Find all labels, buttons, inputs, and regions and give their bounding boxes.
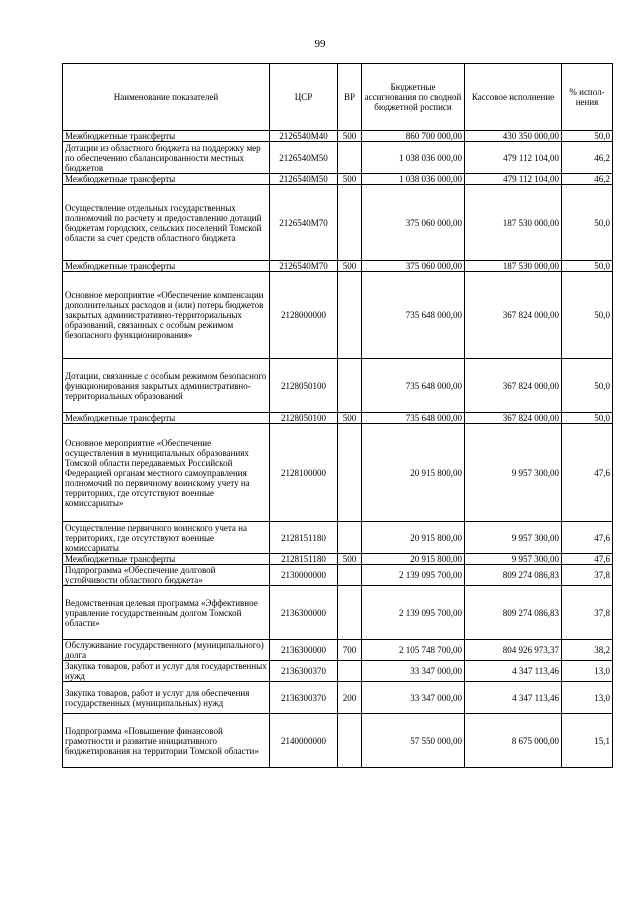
row-allocations: 2 139 095 700,00 [362, 586, 465, 640]
row-csr: 2136300000 [270, 586, 338, 640]
row-name: Основное мероприятие «Обеспечение осуществления в муниципальных образованиях Томской области передаваемых Российской Федерацией органам местного самоуправления полномочий по первичному воинскому учету на территориях, где отсутствуют военные комиссариаты» [63, 424, 270, 522]
row-execution: 479 112 104,00 [465, 174, 562, 185]
row-csr: 2126540М40 [270, 131, 338, 142]
row-vr: 500 [338, 131, 362, 142]
table-row [63, 661, 613, 682]
row-vr [338, 142, 362, 174]
row-csr: 2136300370 [270, 682, 338, 714]
row-execution: 804 926 973,37 [465, 640, 562, 661]
row-percent: 37,8 [562, 565, 613, 586]
row-execution: 809 274 086,83 [465, 565, 562, 586]
row-csr: 2128100000 [270, 424, 338, 522]
row-execution: 367 824 000,00 [465, 413, 562, 424]
row-name: Дотации из областного бюджета на поддержку мер по обеспечению сбалансированности местных бюджетов [63, 142, 270, 174]
row-allocations: 33 347 000,00 [362, 661, 465, 682]
table-row [63, 522, 613, 554]
row-percent: 50,0 [562, 185, 613, 261]
row-csr: 2126540М50 [270, 142, 338, 174]
header-percent: % испол-нения [562, 64, 613, 131]
row-percent: 50,0 [562, 272, 613, 359]
row-name: Межбюджетные трансферты [63, 131, 270, 142]
row-allocations: 2 139 095 700,00 [362, 565, 465, 586]
row-name: Осуществление отдельных государственных полномочий по расчету и предоставлению дотаций бюджетам городских, сельских поселений Томской области за счет средств областного бюджета [63, 185, 270, 261]
row-allocations: 1 038 036 000,00 [362, 142, 465, 174]
row-vr [338, 522, 362, 554]
header-csr: ЦСР [270, 64, 338, 131]
row-name: Межбюджетные трансферты [63, 261, 270, 272]
header-name: Наименование показателей [63, 64, 270, 131]
row-allocations: 57 550 000,00 [362, 714, 465, 768]
table-row [63, 185, 613, 261]
row-percent: 50,0 [562, 359, 613, 413]
row-name: Закупка товаров, работ и услуг для государственных нужд [63, 661, 270, 682]
row-percent: 47,6 [562, 522, 613, 554]
table-row [63, 714, 613, 768]
row-csr: 2130000000 [270, 565, 338, 586]
row-csr: 2128151180 [270, 554, 338, 565]
row-percent: 46,2 [562, 174, 613, 185]
row-vr: 500 [338, 554, 362, 565]
table-row [63, 640, 613, 661]
row-execution: 187 530 000,00 [465, 185, 562, 261]
row-name: Межбюджетные трансферты [63, 174, 270, 185]
row-name: Подпрограмма «Обеспечение долговой устойчивости областного бюджета» [63, 565, 270, 586]
row-name: Подпрограмма «Повышение финансовой грамотности и развитие инициативного бюджетирования на территории Томской области» [63, 714, 270, 768]
budget-execution-table [62, 63, 613, 768]
row-name: Межбюджетные трансферты [63, 413, 270, 424]
row-vr: 200 [338, 682, 362, 714]
row-csr: 2136300370 [270, 661, 338, 682]
table-row [63, 142, 613, 174]
row-execution: 479 112 104,00 [465, 142, 562, 174]
row-allocations: 375 060 000,00 [362, 261, 465, 272]
row-vr [338, 424, 362, 522]
row-csr: 2128000000 [270, 272, 338, 359]
row-vr: 700 [338, 640, 362, 661]
row-vr [338, 586, 362, 640]
row-allocations: 20 915 800,00 [362, 424, 465, 522]
table-row [63, 586, 613, 640]
table-row [63, 565, 613, 586]
row-allocations: 735 648 000,00 [362, 272, 465, 359]
row-allocations: 2 105 748 700,00 [362, 640, 465, 661]
row-vr [338, 714, 362, 768]
row-execution: 9 957 300,00 [465, 424, 562, 522]
table-row [63, 174, 613, 185]
row-csr: 2126540М70 [270, 185, 338, 261]
row-execution: 430 350 000,00 [465, 131, 562, 142]
header-allocations: Бюджетные ассигнования по сводной бюджетной росписи [362, 64, 465, 131]
table-row [63, 424, 613, 522]
row-execution: 9 957 300,00 [465, 554, 562, 565]
row-vr [338, 359, 362, 413]
row-execution: 367 824 000,00 [465, 359, 562, 413]
row-allocations: 735 648 000,00 [362, 413, 465, 424]
row-csr: 2140000000 [270, 714, 338, 768]
row-vr: 500 [338, 174, 362, 185]
row-name: Осуществление первичного воинского учета на территориях, где отсутствуют военные комиссариаты [63, 522, 270, 554]
row-name: Дотации, связанные с особым режимом безопасного функционирования закрытых административно-территориальных образований [63, 359, 270, 413]
row-name: Межбюджетные трансферты [63, 554, 270, 565]
row-csr: 2128050100 [270, 359, 338, 413]
row-percent: 50,0 [562, 413, 613, 424]
row-vr [338, 661, 362, 682]
row-percent: 13,0 [562, 661, 613, 682]
row-execution: 4 347 113,46 [465, 661, 562, 682]
header-execution: Кассовое исполнение [465, 64, 562, 131]
row-execution: 187 530 000,00 [465, 261, 562, 272]
row-percent: 13,0 [562, 682, 613, 714]
row-allocations: 1 038 036 000,00 [362, 174, 465, 185]
row-name: Закупка товаров, работ и услуг для обеспечения государственных (муниципальных) нужд [63, 682, 270, 714]
row-vr [338, 185, 362, 261]
row-execution: 4 347 113,46 [465, 682, 562, 714]
row-percent: 47,6 [562, 554, 613, 565]
table-row [63, 131, 613, 142]
row-name: Основное мероприятие «Обеспечение компенсации дополнительных расходов и (или) потерь бюджетов закрытых административно-территориальных образований, связанных с особым режимом безопасного функционирования» [63, 272, 270, 359]
row-csr: 2128050100 [270, 413, 338, 424]
row-percent: 37,8 [562, 586, 613, 640]
row-allocations: 735 648 000,00 [362, 359, 465, 413]
row-allocations: 375 060 000,00 [362, 185, 465, 261]
table-row [63, 554, 613, 565]
table-row [63, 261, 613, 272]
row-percent: 47,6 [562, 424, 613, 522]
row-vr: 500 [338, 413, 362, 424]
row-percent: 50,0 [562, 261, 613, 272]
row-execution: 8 675 000,00 [465, 714, 562, 768]
row-percent: 15,1 [562, 714, 613, 768]
row-percent: 50,0 [562, 131, 613, 142]
table-row [63, 359, 613, 413]
row-allocations: 20 915 800,00 [362, 554, 465, 565]
table-row [63, 272, 613, 359]
row-vr: 500 [338, 261, 362, 272]
row-execution: 367 824 000,00 [465, 272, 562, 359]
row-csr: 2126540М70 [270, 261, 338, 272]
row-allocations: 20 915 800,00 [362, 522, 465, 554]
page-number: 99 [314, 38, 326, 50]
row-allocations: 860 700 000,00 [362, 131, 465, 142]
row-vr [338, 565, 362, 586]
row-csr: 2136300000 [270, 640, 338, 661]
header-vr: ВР [338, 64, 362, 131]
row-csr: 2128151180 [270, 522, 338, 554]
row-csr: 2126540М50 [270, 174, 338, 185]
table-row [63, 682, 613, 714]
table-header-row [63, 64, 613, 131]
row-percent: 38,2 [562, 640, 613, 661]
row-name: Ведомственная целевая программа «Эффективное управление государственным долгом Томской области» [63, 586, 270, 640]
row-percent: 46,2 [562, 142, 613, 174]
row-vr [338, 272, 362, 359]
table-row [63, 413, 613, 424]
row-name: Обслуживание государственного (муниципального) долга [63, 640, 270, 661]
row-execution: 809 274 086,83 [465, 586, 562, 640]
row-allocations: 33 347 000,00 [362, 682, 465, 714]
row-execution: 9 957 300,00 [465, 522, 562, 554]
